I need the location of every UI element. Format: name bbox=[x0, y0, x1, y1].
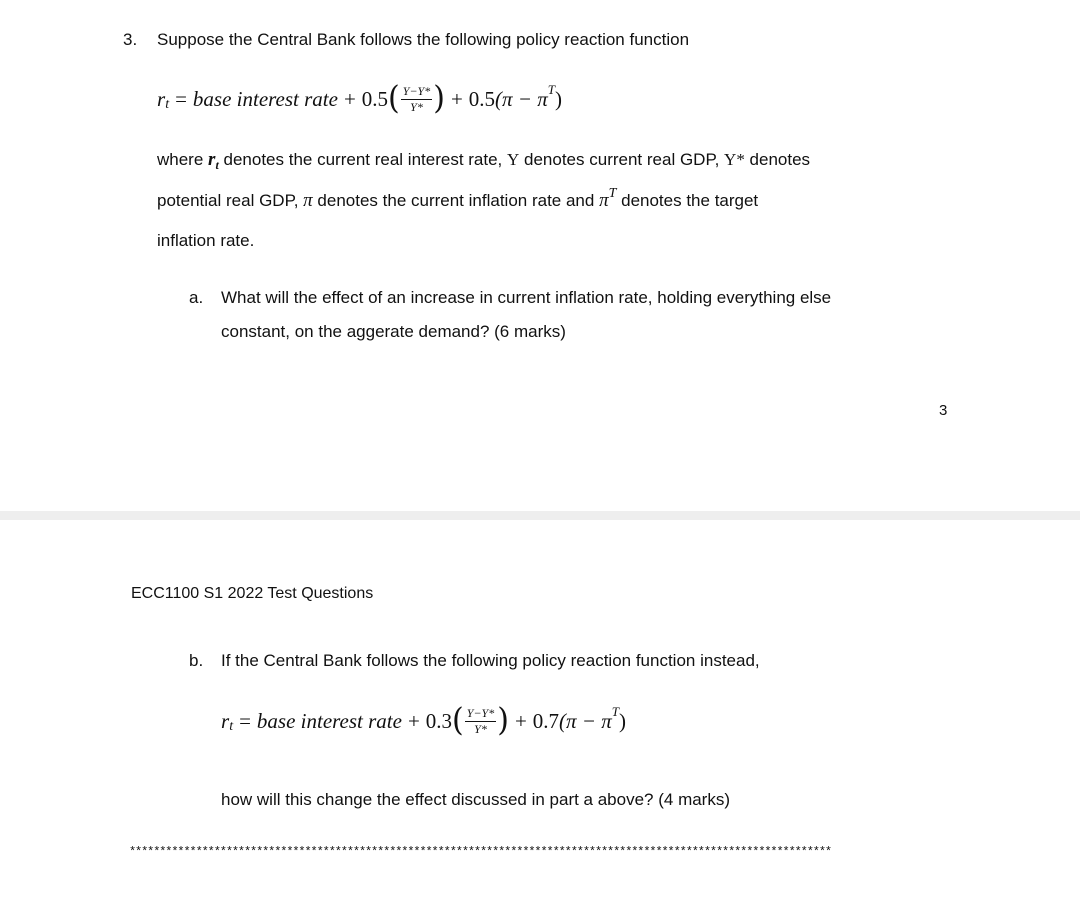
where-text-4: denotes bbox=[744, 150, 811, 169]
where-text: where bbox=[157, 150, 204, 169]
paren-right: ) bbox=[433, 80, 445, 117]
paren-left-2: ( bbox=[452, 702, 464, 739]
page-number: 3 bbox=[939, 402, 948, 419]
def2-text-3: denotes the target bbox=[616, 191, 759, 210]
fraction2-denominator: Y* bbox=[474, 721, 487, 736]
definitions-line-3: inflation rate. bbox=[157, 231, 255, 250]
page-separator bbox=[0, 511, 1080, 520]
asterisk-separator: ******************************************************************************************************************** bbox=[129, 845, 831, 859]
part-a-label: a. bbox=[189, 288, 204, 307]
formula2-target-sup: T bbox=[611, 704, 619, 719]
formula2-coef-output-gap: 0.3 bbox=[425, 709, 453, 733]
def2-pi-target: π bbox=[599, 190, 609, 211]
formula2-close: ) bbox=[618, 709, 626, 733]
definitions-line-1 bbox=[157, 150, 810, 171]
where-y: Y bbox=[507, 150, 520, 169]
output-gap-fraction-2 bbox=[465, 707, 496, 736]
fraction-denominator: Y* bbox=[410, 99, 423, 114]
formula-target-sup: T bbox=[547, 82, 555, 97]
formula2-base: base interest rate bbox=[256, 709, 402, 733]
policy-formula-2 bbox=[221, 702, 626, 739]
formula2-lhs-sub: t bbox=[229, 719, 234, 734]
formula2-coef-inflation: 0.7 bbox=[532, 709, 560, 733]
where-r: r bbox=[208, 149, 216, 170]
part-a-line-2: constant, on the aggerate demand? (6 marks) bbox=[221, 322, 566, 341]
formula-base: base interest rate bbox=[192, 87, 338, 111]
formula2-eq: = bbox=[239, 709, 251, 733]
def2-sup: T bbox=[608, 186, 617, 201]
where-text-2: denotes the current real interest rate, bbox=[218, 150, 508, 169]
formula2-inflation-gap: (π − π bbox=[559, 709, 612, 733]
footer-header: ECC1100 S1 2022 Test Questions bbox=[131, 585, 374, 602]
formula-plus: + bbox=[343, 87, 356, 111]
formula-coef-output-gap: 0.5 bbox=[361, 87, 389, 111]
paren-right-2: ) bbox=[497, 702, 509, 739]
formula-coef-inflation: 0.5 bbox=[468, 87, 496, 111]
formula2-plus-2: + bbox=[514, 709, 527, 733]
definitions-line-2 bbox=[157, 186, 759, 213]
question-intro: Suppose the Central Bank follows the following policy reaction function bbox=[157, 30, 690, 49]
part-a-line-1: What will the effect of an increase in current inflation rate, holding everything else bbox=[221, 288, 832, 307]
def2-text-2: denotes the current inflation rate and bbox=[312, 191, 600, 210]
formula-plus-2: + bbox=[450, 87, 463, 111]
formula-lhs-sub: t bbox=[165, 97, 170, 112]
fraction2-numerator: Y−Y* bbox=[466, 705, 495, 720]
part-b-line-2: how will this change the effect discussed in part a above? (4 marks) bbox=[221, 790, 731, 809]
where-ystar: Y* bbox=[724, 150, 745, 169]
fraction-numerator: Y−Y* bbox=[402, 83, 431, 98]
where-text-3: denotes current real GDP, bbox=[519, 150, 725, 169]
formula-close: ) bbox=[554, 87, 562, 111]
formula2-lhs: r bbox=[221, 709, 230, 733]
formula2-plus: + bbox=[407, 709, 420, 733]
page-bottom bbox=[0, 520, 1080, 901]
formula-eq: = bbox=[175, 87, 187, 111]
formula-inflation-gap: (π − π bbox=[495, 87, 548, 111]
def2-pi: π bbox=[303, 190, 313, 211]
question-number: 3. bbox=[123, 30, 138, 49]
paren-left: ( bbox=[388, 80, 400, 117]
policy-formula-1 bbox=[157, 80, 562, 117]
formula-lhs: r bbox=[157, 87, 166, 111]
def2-text-1: potential real GDP, bbox=[157, 191, 304, 210]
output-gap-fraction bbox=[401, 85, 432, 114]
part-b-label: b. bbox=[189, 651, 204, 670]
where-r-sub: t bbox=[215, 158, 219, 172]
part-b-line-1: If the Central Bank follows the following policy reaction function instead, bbox=[221, 651, 760, 670]
